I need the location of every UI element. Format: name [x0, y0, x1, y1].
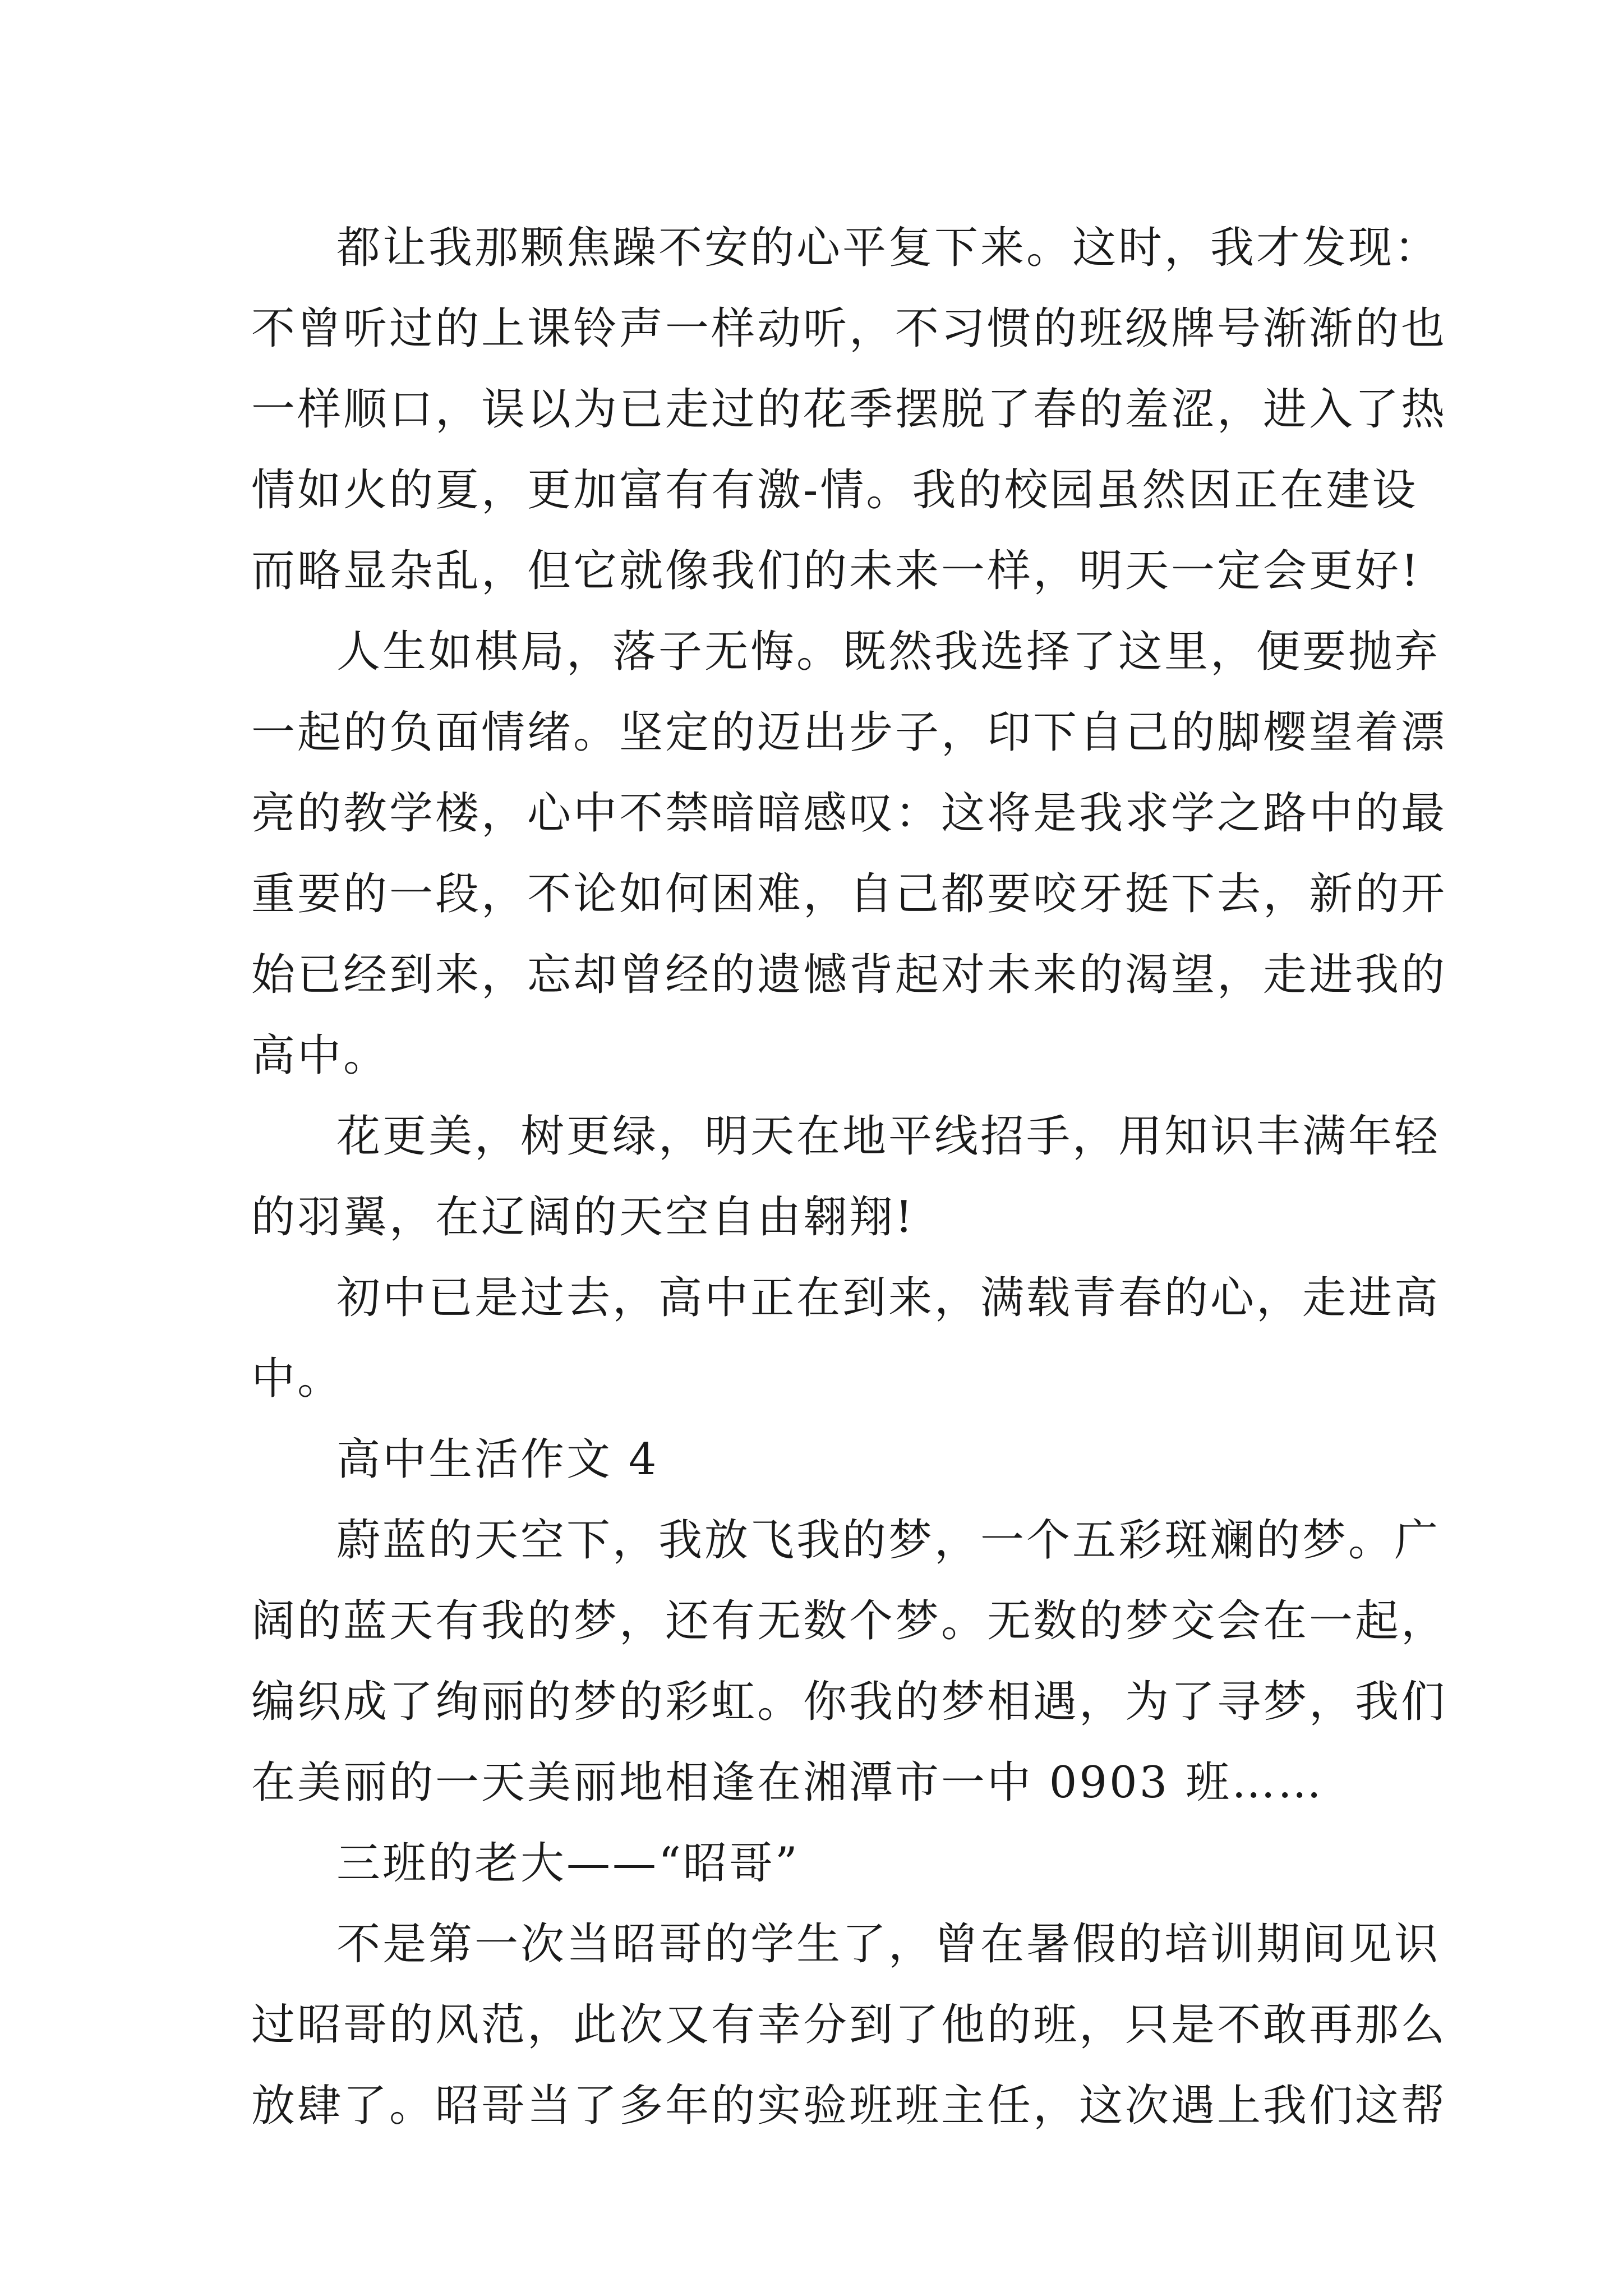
p4-line-2: 中。 — [251, 1354, 344, 1404]
p1-line-5: 而略显杂乱，但它就像我们的未来一样，明天一定会更好! — [251, 546, 1421, 596]
p6-line-1: 蔚蓝的天空下，我放飞我的梦，一个五彩斑斓的梦。广 — [336, 1515, 1441, 1566]
p1-line-2: 不曾听过的上课铃声一样动听，不习惯的班级牌号渐渐的也 — [251, 303, 1447, 354]
p4-line-1: 初中已是过去，高中正在到来，满载青春的心，走进高 — [336, 1273, 1441, 1323]
document-body — [251, 208, 1447, 2146]
p2-line-6: 高中。 — [251, 1030, 390, 1081]
p1-line-4: 情如火的夏，更加富有有激-情。我的校园虽然因正在建设 — [251, 465, 1418, 516]
p2-line-2: 一起的负面情绪。坚定的迈出步子，印下自己的脚樱望着漂 — [251, 707, 1447, 758]
p8-line-3: 放肆了。昭哥当了多年的实验班班主任，这次遇上我们这帮 — [251, 2081, 1447, 2131]
p3-line-2: 的羽翼，在辽阔的天空自由翱翔! — [251, 1192, 915, 1243]
p8-line-1: 不是第一次当昭哥的学生了，曾在暑假的培训期间见识 — [336, 1919, 1441, 1970]
p3-line-1: 花更美，树更绿，明天在地平线招手，用知识丰满年轻 — [336, 1111, 1441, 1162]
section-heading: 高中生活作文 4 — [336, 1434, 659, 1485]
p1-line-1: 都让我那颗焦躁不安的心平复下来。这时，我才发现： — [336, 223, 1441, 273]
p1-line-3: 一样顺口，误以为已走过的花季摆脱了春的羞涩，进入了热 — [251, 384, 1447, 435]
subheading: 三班的老大——“昭哥” — [336, 1838, 800, 1889]
p2-line-3: 亮的教学楼，心中不禁暗暗感叹：这将是我求学之路中的最 — [251, 788, 1447, 839]
p2-line-5: 始已经到来，忘却曾经的遗憾背起对未来的渴望，走进我的 — [251, 950, 1447, 1000]
p8-line-2: 过昭哥的风范，此次又有幸分到了他的班，只是不敢再那么 — [251, 2000, 1447, 2050]
p2-line-1: 人生如棋局，落子无悔。既然我选择了这里，便要抛弃 — [336, 627, 1441, 677]
p2-line-4: 重要的一段，不论如何困难，自己都要咬牙挺下去，新的开 — [251, 869, 1447, 919]
p6-line-3: 编织成了绚丽的梦的彩虹。你我的梦相遇，为了寻梦，我们 — [251, 1677, 1447, 1727]
p6-line-2: 阔的蓝天有我的梦，还有无数个梦。无数的梦交会在一起， — [251, 1596, 1447, 1646]
p6-line-4: 在美丽的一天美丽地相逢在湘潭市一中 0903 班…… — [251, 1757, 1324, 1808]
